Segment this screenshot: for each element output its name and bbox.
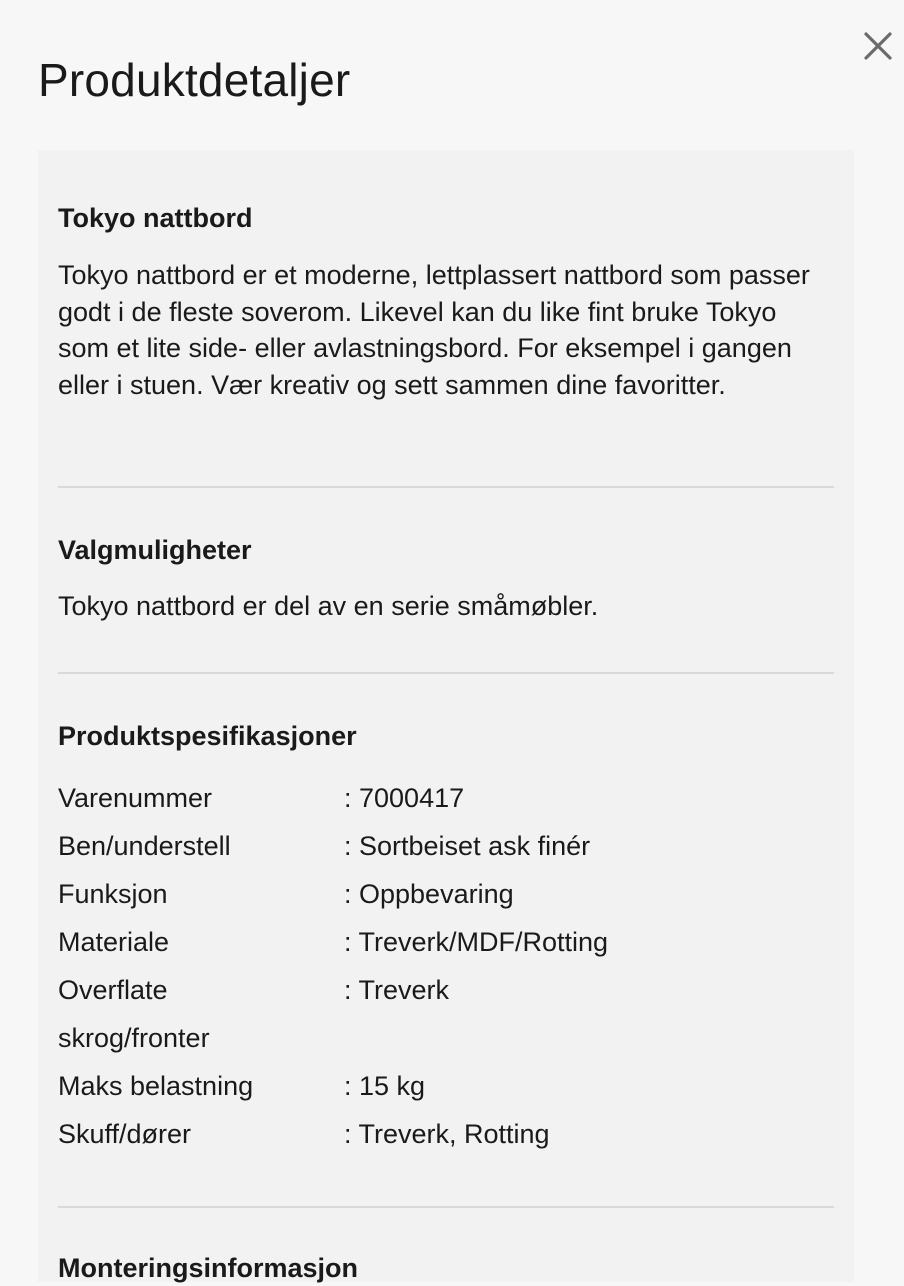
close-icon — [858, 26, 898, 66]
spec-row-surface-continued — [58, 1014, 834, 1062]
spec-label: Overflate — [58, 975, 168, 1005]
spec-value: : Sortbeiset ask finér — [344, 831, 591, 861]
options-text: Tokyo nattbord er del av en serie småmøbler. — [58, 591, 599, 621]
spec-row-surface — [58, 966, 834, 1014]
spec-value: : Treverk/MDF/Rotting — [344, 927, 609, 957]
spec-label: Funksjon — [58, 879, 168, 909]
divider — [58, 672, 834, 674]
product-description: Tokyo nattbord er et moderne, lettplassert nattbord som passer godt i de fleste soverom. Likevel kan du like fint bruke Tokyo som et lite side- eller avlastningsbord. For eksempel i gangen eller i stuen. Vær kreativ og sett sammen dine favoritter. — [58, 260, 810, 400]
spec-value: : 7000417 — [344, 783, 465, 813]
specs-heading: Produktspesifikasjoner — [58, 721, 357, 751]
spec-row-max-load — [58, 1062, 834, 1110]
page-title: Produktdetaljer — [38, 54, 351, 106]
divider — [58, 1206, 834, 1208]
spec-value: : 15 kg — [344, 1071, 426, 1101]
spec-value: : Treverk, Rotting — [344, 1119, 550, 1149]
product-name-heading: Tokyo nattbord — [58, 203, 253, 233]
spec-label: Skuff/dører — [58, 1119, 192, 1149]
spec-row-material — [58, 918, 834, 966]
assembly-heading: Monteringsinformasjon — [58, 1253, 359, 1283]
spec-label: Ben/understell — [58, 831, 231, 861]
spec-label: skrog/fronter — [58, 1023, 210, 1053]
spec-value: : Treverk — [344, 975, 450, 1005]
spec-row-function — [58, 870, 834, 918]
product-details-panel — [38, 150, 854, 1282]
spec-row-legs — [58, 822, 834, 870]
spec-value: : Oppbevaring — [344, 879, 514, 909]
spec-label: Maks belastning — [58, 1071, 254, 1101]
spec-row-item-number — [58, 774, 834, 822]
spec-label: Varenummer — [58, 783, 213, 813]
close-button[interactable] — [858, 26, 898, 66]
spec-row-drawers — [58, 1110, 834, 1158]
spec-label: Materiale — [58, 927, 170, 957]
options-heading: Valgmuligheter — [58, 535, 252, 565]
divider — [58, 486, 834, 488]
